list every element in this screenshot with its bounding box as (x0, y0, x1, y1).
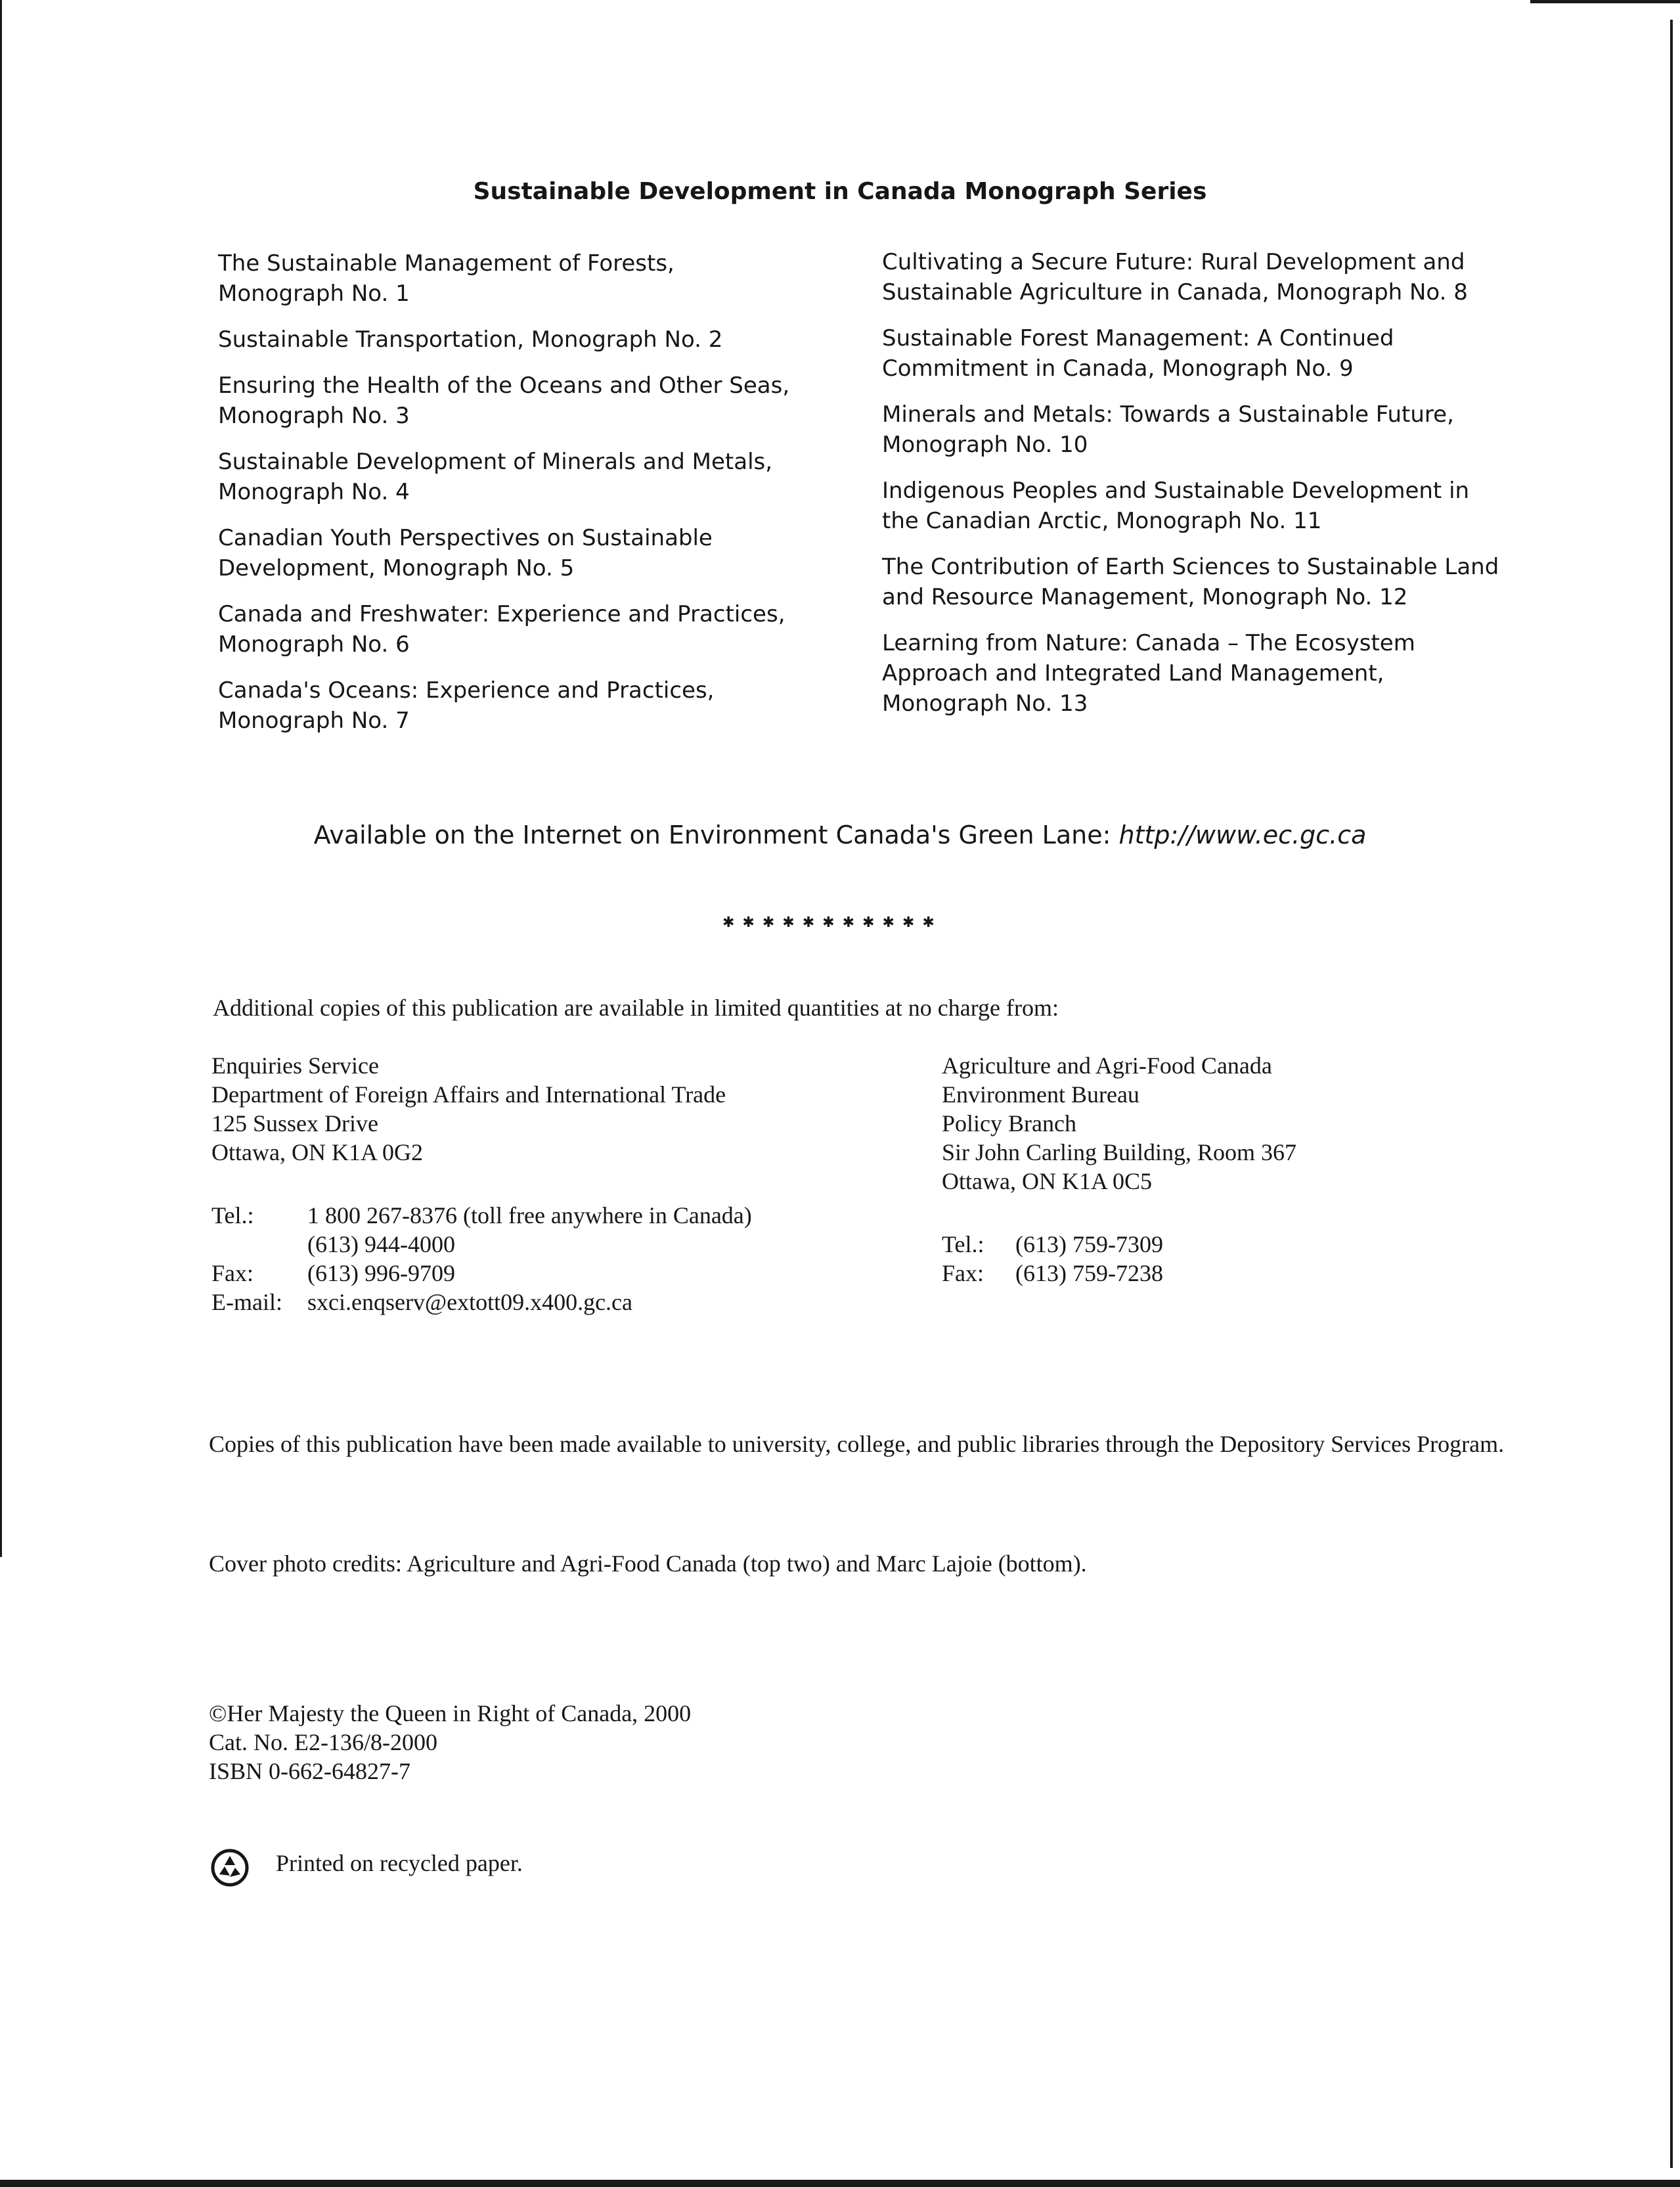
contact-address-left (211, 1051, 868, 1167)
contact-address-right (942, 1051, 1533, 1196)
monograph-item: Canada's Oceans: Experience and Practices, Monograph No. 7 (218, 677, 715, 734)
tel-label: Tel.: (942, 1231, 984, 1257)
tel-label: Tel.: (211, 1202, 254, 1229)
additional-copies-note: Additional copies of this publication are available in limited quantities at no charge from: (213, 995, 1059, 1021)
monograph-item: Canada and Freshwater: Experience and Practices, Monograph No. 6 (218, 601, 785, 658)
monograph-item: Indigenous Peoples and Sustainable Development in the Canadian Arctic, Monograph No. 11 (882, 478, 1470, 534)
tel-toll-free: 1 800 267-8376 (toll free anywhere in Canada) (307, 1202, 752, 1229)
fax-value: (613) 996-9709 (307, 1260, 455, 1286)
address-line: Policy Branch (942, 1110, 1076, 1137)
copyright-line: ©Her Majesty the Queen in Right of Canada, 2000 (209, 1700, 692, 1726)
fax-label: Fax: (211, 1260, 254, 1286)
series-title: Sustainable Development in Canada Monograph Series (473, 178, 1207, 205)
scan-edge-right (1670, 20, 1673, 2168)
cover-photo-credits: Cover photo credits: Agriculture and Agri-Food Canada (top two) and Marc Lajoie (bottom). (209, 1550, 1087, 1577)
email-label: E-mail: (211, 1289, 282, 1315)
internet-prefix: Available on the Internet on Environment Canada's Green Lane: (313, 821, 1119, 849)
address-line: Ottawa, ON K1A 0C5 (942, 1168, 1152, 1194)
fax-label: Fax: (942, 1260, 984, 1286)
fax-value: (613) 759-7238 (1015, 1260, 1163, 1286)
monograph-item: Sustainable Development of Minerals and Metals, Monograph No. 4 (218, 449, 773, 505)
scan-edge-bottom (0, 2180, 1680, 2187)
monograph-item: Learning from Nature: Canada – The Ecosystem Approach and Integrated Land Management, Monograph No. 13 (882, 630, 1415, 717)
recycle-icon (210, 1848, 250, 1887)
monograph-item: Ensuring the Health of the Oceans and Other Seas, Monograph No. 3 (218, 372, 790, 429)
contact-details-left (211, 1201, 752, 1317)
monograph-list-left (218, 248, 875, 752)
tel-local: (613) 944-4000 (307, 1231, 455, 1257)
monograph-list-right (882, 247, 1539, 734)
monograph-item: The Sustainable Management of Forests, Monograph No. 1 (218, 250, 674, 307)
address-line: Sir John Carling Building, Room 367 (942, 1139, 1297, 1165)
monograph-item: The Contribution of Earth Sciences to Sustainable Land and Resource Management, Monograph No. 12 (882, 554, 1499, 610)
website-link[interactable]: http://www.ec.gc.ca (1118, 821, 1367, 849)
monograph-item: Cultivating a Secure Future: Rural Development and Sustainable Agriculture in Canada, Monograph No. 8 (882, 249, 1468, 305)
address-line: Ottawa, ON K1A 0G2 (211, 1139, 423, 1165)
monograph-item: Sustainable Transportation, Monograph No. 2 (218, 327, 723, 353)
address-line: Agriculture and Agri-Food Canada (942, 1052, 1272, 1079)
email-value[interactable]: sxci.enqserv@extott09.x400.gc.ca (307, 1289, 633, 1315)
address-line: Department of Foreign Affairs and International Trade (211, 1081, 726, 1108)
catalogue-number: Cat. No. E2-136/8-2000 (209, 1729, 437, 1755)
contact-details-right (942, 1230, 1163, 1288)
monograph-item: Canadian Youth Perspectives on Sustainable Development, Monograph No. 5 (218, 525, 713, 581)
star-separator: ✱✱✱✱✱✱✱✱✱✱✱ (722, 914, 942, 931)
address-line: 125 Sussex Drive (211, 1110, 378, 1137)
copyright-block (209, 1699, 866, 1786)
recycled-paper-note: Printed on recycled paper. (276, 1850, 523, 1876)
depository-note: Copies of this publication have been made available to university, college, and public libraries through the Depository Services Program. (209, 1431, 1505, 1457)
address-line: Enquiries Service (211, 1052, 379, 1079)
monograph-item: Minerals and Metals: Towards a Sustainable Future, Monograph No. 10 (882, 401, 1454, 458)
address-line: Environment Bureau (942, 1081, 1139, 1108)
scan-edge-top (1530, 0, 1680, 3)
monograph-item: Sustainable Forest Management: A Continued Commitment in Canada, Monograph No. 9 (882, 325, 1394, 382)
isbn: ISBN 0-662-64827-7 (209, 1758, 410, 1784)
internet-availability (0, 819, 1680, 851)
scan-edge-left (0, 0, 2, 1557)
tel-value: (613) 759-7309 (1015, 1231, 1163, 1257)
